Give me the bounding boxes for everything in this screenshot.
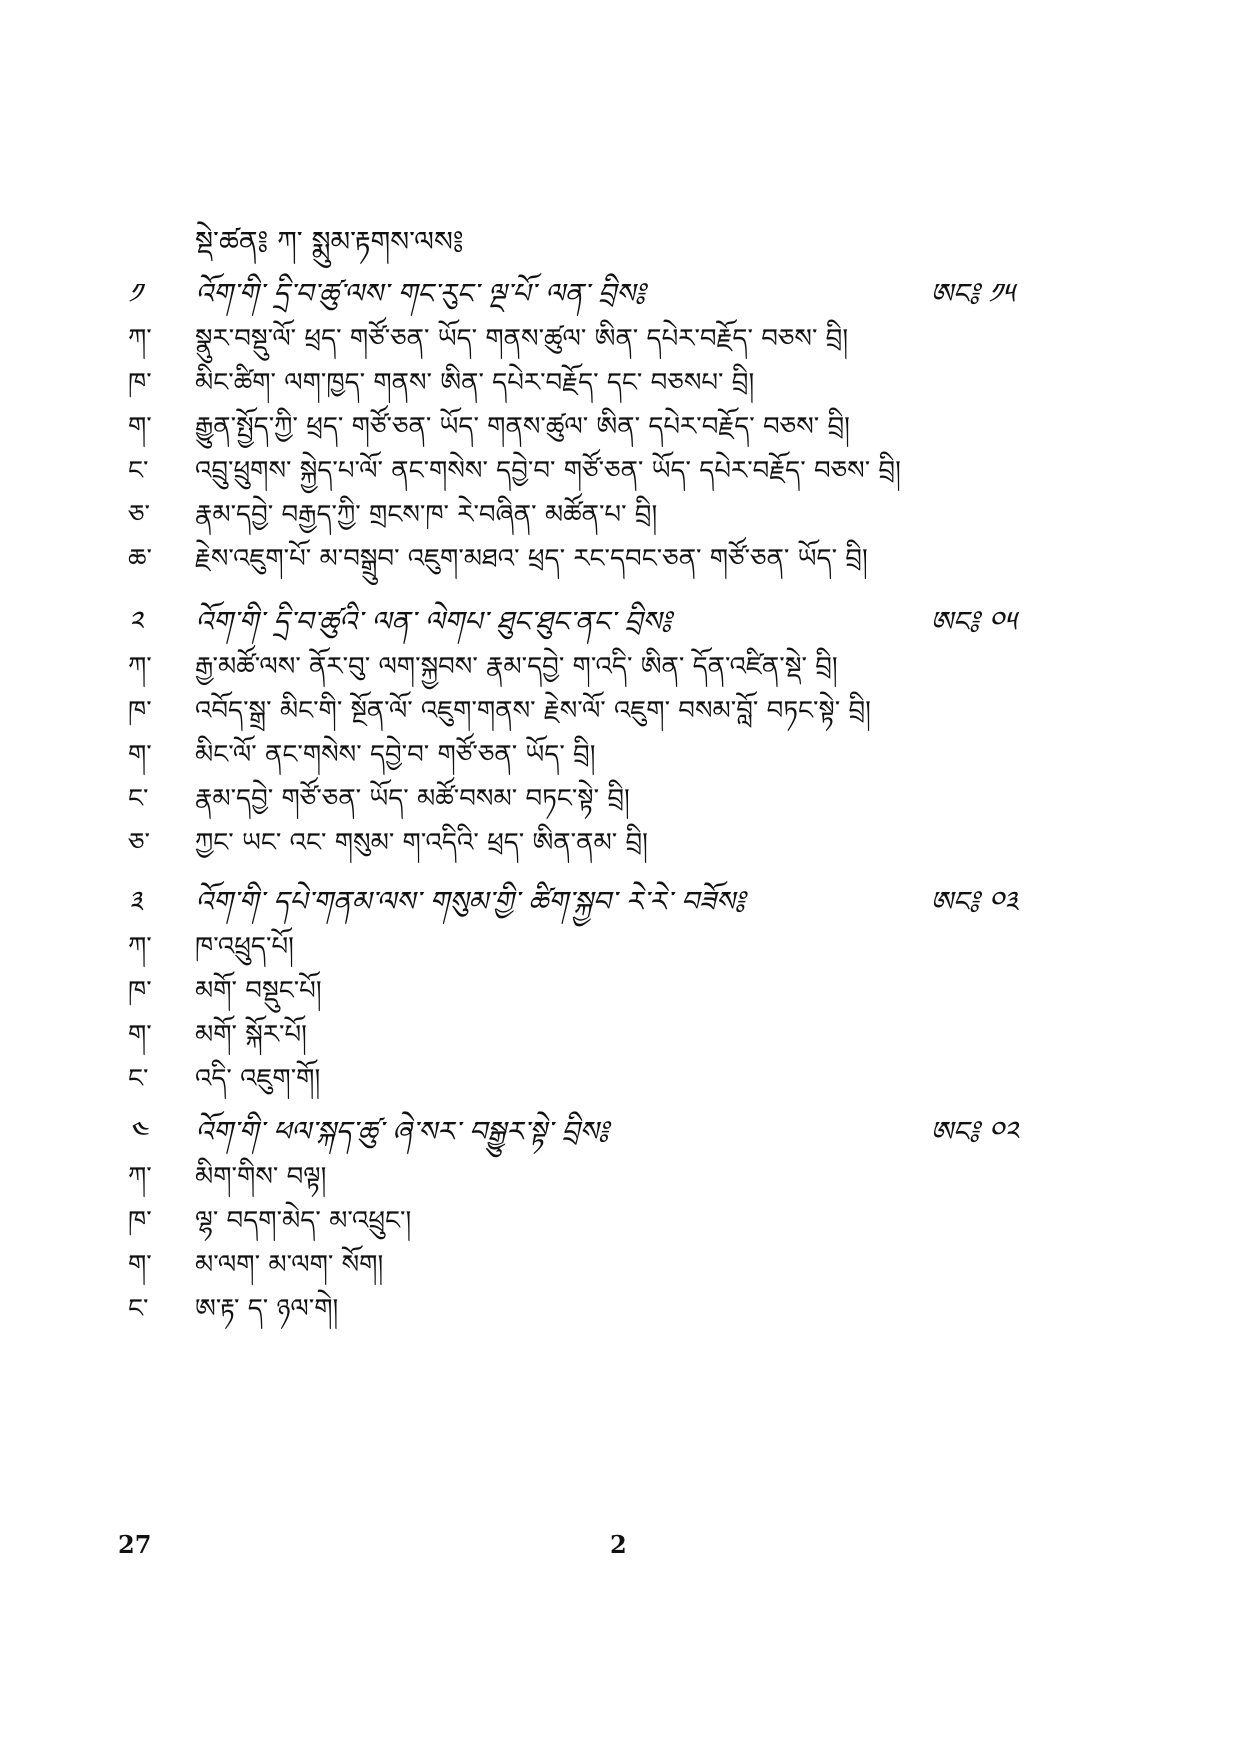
option-text: ཁ་འཕྲུད་པོ།: [195, 932, 294, 962]
section-heading: སྡེ་ཚན༔ ཀ་ སྨུམ་རྟགས་ལས༔: [195, 225, 464, 258]
option-letter: ཆ་: [128, 544, 152, 574]
option-item: [120, 914, 1040, 962]
option-item: [120, 1144, 1040, 1192]
option-letter: ཁ་: [128, 368, 152, 398]
option-item: [120, 306, 1040, 354]
option-letter: ཀ་: [128, 324, 152, 354]
option-item: [120, 1232, 1040, 1280]
option-item: [120, 438, 1040, 486]
option-text: རྒྱུན་སྤྱོད་ཀྱི་ ཕྲད་ གཙོ་ཅན་ ཡོད་ གནས་ཚུལ་ ཨིན་ དཔེར་བརྗོད་ བཅས་ བྲི།: [195, 412, 850, 442]
option-list: [120, 1144, 1040, 1324]
option-letter: ག་: [128, 740, 152, 770]
option-letter: ཅ་: [128, 828, 150, 858]
option-letter: ང་: [128, 784, 149, 814]
option-text: འབྲུ་ཕྲུགས་ སྐྱེད་པ་ལོ་ ནང་གསེས་ དབྱེ་བ་ གཙོ་ཅན་ ཡོད་ དཔེར་བརྗོད་ བཅས་ བྲི།: [195, 456, 901, 486]
option-letter: ཀ་: [128, 652, 152, 682]
option-list: [120, 914, 1040, 1094]
question-number: ༡: [128, 277, 142, 310]
option-letter: ང་: [128, 1064, 149, 1094]
option-item: [120, 678, 1040, 726]
option-text: མགོ་ སྐོར་པོ།: [195, 1020, 307, 1050]
option-text: རྒྱ་མཚོ་ལས་ ནོར་བུ་ ལག་སྐྱབས་ རྣམ་དབྱེ་ ག་འདི་ ཨིན་ དོན་འཛིན་སྡེ་ བྲི།: [195, 652, 838, 682]
question-title: འོག་གི་ ཕལ་སྐད་ཚུ་ ཞེ་སར་ བསྒྱུར་སྟེ་ བྲིས༔: [195, 1115, 609, 1148]
question-header: [120, 1100, 1040, 1148]
option-item: [120, 810, 1040, 858]
question-2: [120, 590, 1040, 858]
question-marks: ཨང༔ ༠༥: [930, 605, 1017, 638]
option-text: མིང་ལོ་ ནང་གསེས་ དབྱེ་བ་ གཙོ་ཅན་ ཡོད་ བྲི།: [195, 740, 596, 770]
option-letter: ག་: [128, 1250, 152, 1280]
option-text: མགོ་ བསྡུང་པོ།: [195, 976, 322, 1006]
option-letter: ཀ་: [128, 932, 152, 962]
option-item: [120, 634, 1040, 682]
question-number: ༢: [128, 605, 143, 638]
option-item: [120, 394, 1040, 442]
question-header: [120, 870, 1040, 918]
option-item: [120, 1046, 1040, 1094]
question-header: [120, 590, 1040, 638]
option-item: [120, 1188, 1040, 1236]
question-number: ༤: [128, 1115, 148, 1148]
option-text: མིག་གིས་ བལྟ།: [195, 1162, 327, 1192]
option-letter: ཁ་: [128, 976, 152, 1006]
option-item: [120, 722, 1040, 770]
option-text: འབོད་སྒྲ་ མིང་གི་ སྔོན་ལོ་ འཇུག་གནས་ རྗེས་ལོ་ འཇུག་ བསམ་བློ་ བཏང་སྟེ་ བྲི།: [195, 696, 871, 726]
option-text: ཨ་རྟ་ ད་ ཉལ་གེ།: [195, 1294, 339, 1324]
option-text: མ་ལག་ མ་ལག་ སོག།: [195, 1250, 384, 1280]
option-item: [120, 526, 1040, 574]
page-number: 2: [610, 1530, 627, 1559]
option-item: [120, 482, 1040, 530]
question-header: [120, 262, 1040, 310]
option-item: [120, 1002, 1040, 1050]
option-letter: ཀ་: [128, 1162, 152, 1192]
question-number: ༣: [128, 885, 143, 918]
option-letter: ག་: [128, 412, 152, 442]
question-1: [120, 262, 1040, 574]
question-marks: ཨང༔ ༠༢: [930, 1115, 1019, 1148]
option-text: རྣམ་དབྱེ་ གཙོ་ཅན་ ཡོད་ མཚོ་བསམ་ བཏང་སྟེ་ བྲི།: [195, 784, 630, 814]
option-text: སྣུར་བསྡུ་ལོ་ ཕྲད་ གཙོ་ཅན་ ཡོད་ གནས་ཚུལ་ ཨིན་ དཔེར་བརྗོད་ བཅས་ བྲི།: [195, 324, 849, 354]
option-letter: ཁ་: [128, 1206, 152, 1236]
option-text: ཀྱང་ ཡང་ འང་ གསུམ་ ག་འདིའི་ ཕྲད་ ཨིན་ནམ་ བྲི།: [195, 828, 648, 858]
question-4: [120, 1100, 1040, 1324]
question-marks: ཨང༔ ༡༥: [930, 277, 1015, 310]
option-letter: ང་: [128, 456, 149, 486]
option-text: རྣམ་དབྱེ་ བརྒྱད་ཀྱི་ གྲངས་ཁ་ རེ་བཞིན་ མཚོན་པ་ བྲི།: [195, 500, 658, 530]
paper-code: 27: [118, 1530, 152, 1559]
option-text: མིང་ཚིག་ ལག་ཁྱད་ གནས་ ཨིན་ དཔེར་བརྗོད་ དང་ བཅསཔ་ བྲི།: [195, 368, 755, 398]
option-letter: ཅ་: [128, 500, 150, 530]
option-letter: ཁ་: [128, 696, 152, 726]
option-letter: ག་: [128, 1020, 152, 1050]
option-list: [120, 634, 1040, 858]
option-letter: ང་: [128, 1294, 149, 1324]
option-item: [120, 1276, 1040, 1324]
question-title: འོག་གི་ དྲི་བ་ཚུའི་ ལན་ ལེགཔ་ ཐུང་ཐུང་ནང་ བྲིས༔: [195, 605, 672, 638]
option-list: [120, 306, 1040, 574]
question-marks: ཨང༔ ༠༣: [930, 885, 1018, 918]
option-text: འདི་ འཇུག་གོ།: [195, 1064, 321, 1094]
option-text: ལྷ་ བདག་མེད་ མ་འཕྲུང་།: [195, 1206, 412, 1236]
option-item: [120, 350, 1040, 398]
option-text: རྗེས་འཇུག་པོ་ མ་བསྒྲུབ་ འཇུག་མཐའ་ ཕྲད་ རང་དབང་ཅན་ གཙོ་ཅན་ ཡོད་ བྲི།: [195, 544, 868, 574]
option-item: [120, 766, 1040, 814]
option-item: [120, 958, 1040, 1006]
question-title: འོག་གི་ དྲི་བ་ཚུ་ལས་ གང་རུང་ ལྔ་པོ་ ལན་ བྲིས༔: [195, 277, 646, 310]
question-3: [120, 870, 1040, 1094]
question-title: འོག་གི་ དཔེ་གནམ་ལས་ གསུམ་གྱི་ ཚིག་སྐྱབ་ རེ་རེ་ བཟོས༔: [195, 885, 745, 918]
